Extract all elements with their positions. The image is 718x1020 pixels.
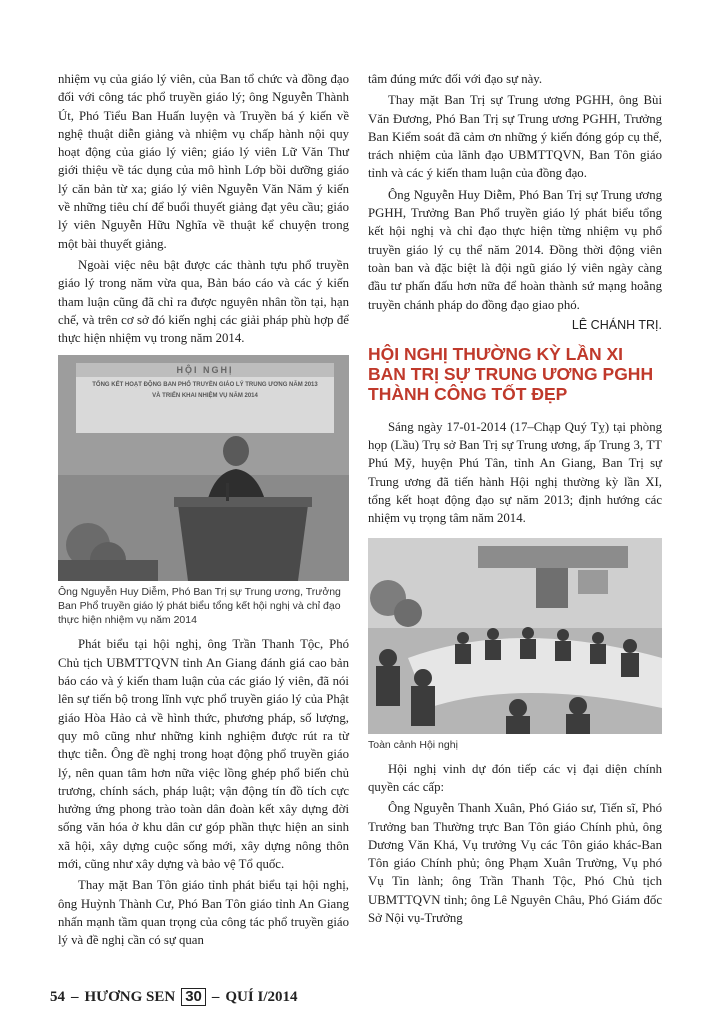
banner-line-2: VÀ TRIỂN KHAI NHIỆM VỤ NĂM 2014: [152, 393, 258, 400]
right-paragraph-2: Thay mặt Ban Trị sự Trung ương PGHH, ông Bùi Văn Đương, Phó Ban Trị sự Trung ương PGHH, Trưởng Ban Kiểm soát đã cảm ơn những ý kiến đóng góp cụ thể, trách nhiệm của lãnh đạo UBMTTQVN, Ban Tôn giáo tỉnh và các ý kiến tham luận của đồng đạo.: [368, 93, 662, 181]
left-paragraph-4: Thay mặt Ban Tôn giáo tỉnh phát biểu tại hội nghị, ông Huỳnh Thành Cư, Phó Ban Tôn giáo tỉnh An Giang nhấn mạnh tầm quan trọng của công tác phổ truyền giáo lý và đề nghị cần có sự quan: [58, 878, 349, 948]
right-paragraph-3: Ông Nguyễn Huy Diễm, Phó Ban Trị sự Trung ương PGHH, Trưởng Ban Phổ truyền giáo lý phát biểu tổng kết hội nghị và chỉ đạo thực hiện từng nhiệm vụ phổ truyền giáo lý cụ thể năm 2014. Đồng thời động viên toàn ban và đặc biệt là đội ngũ giáo lý viên ngày càng đầu tư phấn đấu hơn nữa để hoàn thành sứ mạng hoằng truyền chánh pháp do đồng đạo giao phó.: [368, 187, 662, 312]
author-signoff: LÊ CHÁNH TRỊ.: [571, 317, 662, 332]
page-number: 54: [50, 988, 65, 1005]
page-footer: [50, 988, 297, 1006]
speaker-photo: [58, 355, 349, 581]
left-photo-caption: Ông Nguyễn Huy Diễm, Phó Ban Trị sự Trung ương, Trưởng Ban Phổ truyền giáo lý phát biểu tổng kết hội nghị và chỉ đạo thực hiện nhiệm vụ năm 2014: [58, 586, 341, 627]
meeting-photo-illustration: [368, 538, 662, 734]
right-paragraph-1: tâm đúng mức đối với đạo sự này.: [368, 72, 543, 86]
left-paragraph-1: nhiệm vụ của giáo lý viên, của Ban tổ chức và đồng đạo đối với công tác phổ truyền giáo lý; ông Nguyễn Thành Út, Phó Tiểu Ban Huấn luyện và Truyền bá ý kiến về nghệ thuật diễn giảng và nhiệm vụ chấp hành nội quy hoạt động của giáo lý viên; giáo lý viên Lữ Văn Thư giới thiệu về tác dụng của mô hình Lớp bồi dưỡng giáo lý căn bản từ xa; giáo lý viên Nguyễn Văn Năm ý kiến về những tiêu chí để buổi thuyết giảng đạt yêu cầu; giáo lý viên Nguyễn Hữu Nghĩa về thuật kể chuyện trong một bài thuyết giảng.: [58, 72, 349, 251]
footer-dash-1: –: [71, 988, 79, 1005]
banner-title: HỘI NGHỊ: [176, 365, 234, 376]
issue-number-box: 30: [181, 988, 206, 1006]
left-paragraph-2: Ngoài việc nêu bật được các thành tựu phổ truyền giáo lý trong năm vừa qua, Bản báo cáo và các ý kiến tham luận cũng đã chỉ ra được nguyên nhân tồn tại, hạn chế, và trên cơ sở đó kiến nghị các giải pháp phù hợp để thực hiện nhiệm vụ trong năm 2014.: [58, 257, 349, 346]
right-photo-caption: Toàn cảnh Hội nghị: [368, 738, 458, 751]
left-column: [58, 70, 349, 950]
issue-period: QUÍ I/2014: [225, 988, 298, 1005]
footer-dash-2: –: [211, 988, 220, 1005]
right-paragraph-5: Hội nghị vinh dự đón tiếp các vị đại diện chính quyền các cấp:: [368, 761, 662, 794]
right-column: [368, 70, 662, 927]
meeting-photo: [368, 538, 662, 734]
banner-line-1: TỔNG KẾT HOẠT ĐỘNG BAN PHỔ TRUYỀN GIÁO LÝ TRUNG ƯƠNG NĂM 2013: [92, 382, 318, 389]
article-heading: HỘI NGHỊ THƯỜNG KỲ LẦN XI BAN TRỊ SỰ TRUNG ƯƠNG PGHH THÀNH CÔNG TỐT ĐẸP: [368, 343, 654, 404]
right-paragraph-4: Sáng ngày 17-01-2014 (17–Chạp Quý Tỵ) tại phòng họp (Lầu) Trụ sở Ban Trị sự Trung ương, ấp Trung 3, TT Phú Mỹ, huyện Phú Tân, tỉnh An Giang, Ban Trị sự Trung ương đã tiến hành Hội nghị thường kỳ lần XI, tổng kết hoạt động đạo sự năm 2013; định hướng các nhiệm vụ trọng tâm năm 2014.: [368, 419, 662, 526]
left-paragraph-3: Phát biểu tại hội nghị, ông Trần Thanh Tộc, Phó Chủ tịch UBMTTQVN tỉnh An Giang đánh giá cao bản báo cáo và ý kiến tham luận của các giáo lý viên, đã nói lên sự tiến bộ trong lĩnh vực phổ truyền giáo lý của Phật giáo Hòa Hảo cả về hình thức, phương pháp, số lượng, quy mô cũng như những kinh nghiệm được rút ra từ thực tiễn. Ông đề nghị trong hoạt động phổ truyền giáo lý, nên quan tâm hơn nữa việc lồng ghép phổ biến chủ trương, chính sách, pháp luật; vận động tín đồ tích cực hưởng ứng phong trào toàn dân đoàn kết xây dựng đời sống văn hóa ở khu dân cư góp phần thực hiện an sinh xã hội, xây dựng cuộc sống mới, xây dựng nông thôn mới, cũng như xây dựng và bảo vệ Tổ quốc.: [58, 637, 349, 872]
right-paragraph-6: Ông Nguyễn Thanh Xuân, Phó Giáo sư, Tiến sĩ, Phó Trưởng ban Thường trực Ban Tôn giáo Chính phủ, ông Dương Văn Khá, Vụ trưởng Vụ các Tôn giáo khác-Ban Tôn giáo Chính phủ; ông Phạm Xuân Trường, Vụ phó Vụ Tin lành; ông Trần Thanh Tộc, Phó Chủ tịch UBMTTQVN tỉnh; ông Lê Nguyên Châu, Phó Giám đốc Sở Nội vụ-Trưởng: [368, 801, 662, 926]
magazine-name: HƯƠNG SEN: [84, 988, 176, 1005]
